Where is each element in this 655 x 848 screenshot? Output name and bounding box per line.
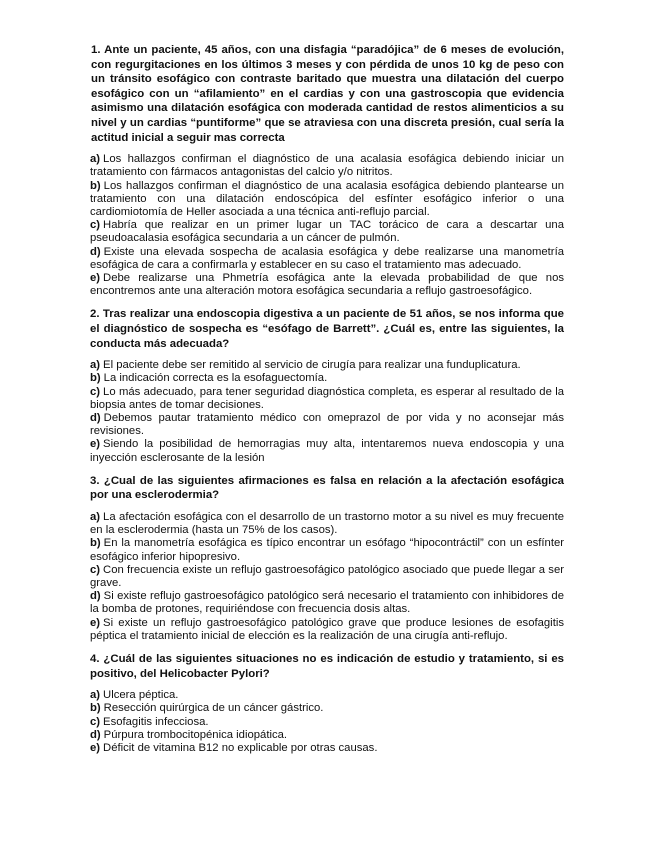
option-text: Si existe un reflujo gastroesofágico patológico grave que produce lesiones de esofagitis péptica el tratamiento inicial de elección es la realización de una cirugía anti-reflujo. [90,616,564,642]
option-letter: c) [90,385,101,398]
option-text: Esofagitis infecciosa. [103,715,209,728]
option-2c [90,386,564,412]
option-1b [90,180,564,220]
option-letter: e) [90,616,101,629]
option-letter: b) [90,372,101,385]
option-text: Los hallazgos confirman el diagnóstico de una acalasia esofágica debiendo iniciar un tratamiento con fármacos antagonistas del calcio y/o nitritos. [90,153,564,179]
question-2-text [90,307,564,351]
question-3-options [90,511,564,643]
option-letter: a) [90,689,101,702]
question-3-number: 3. [90,474,100,487]
option-text: Existe una elevada sospecha de acalasia esofágica y debe realizarse una manometría esofágica de cara a confirmarla y establecer en su caso el tratamiento mas adecuado. [90,245,564,271]
option-text: Resección quirúrgica de un cáncer gástrico. [103,702,324,715]
question-3 [90,474,564,643]
question-2 [90,307,564,464]
option-3e [90,617,564,643]
option-1a [90,153,564,179]
question-3-stem: ¿Cual de las siguientes afirmaciones es falsa en relación a la afectación esofágica por una esclerodermia? [90,474,564,502]
option-text: La indicación correcta es la esofaguectomía. [103,372,328,385]
option-4b [90,702,564,715]
option-letter: c) [90,219,101,232]
option-3d [90,590,564,616]
option-text: Debemos pautar tratamiento médico con omeprazol de por vida y no aconsejar más revisiones. [90,411,564,438]
question-2-number: 2. [90,308,100,321]
option-4a [90,689,564,702]
option-letter: d) [90,411,101,424]
option-text: Si existe reflujo gastroesofágico patológico será necesario el tratamiento con inhibidores de la bomba de protones, requiriéndose con frecuencia dosis altas. [90,590,564,616]
option-2b [90,372,564,385]
option-text: Déficit de vitamina B12 no explicable por otras causas. [103,742,378,755]
option-letter: c) [90,715,101,728]
question-3-text [90,474,564,503]
option-letter: d) [90,590,101,603]
question-2-stem: Tras realizar una endoscopia digestiva a un paciente de 51 años, se nos informa que el diagnóstico de sospecha es “esófago de Barrett”. ¿Cuál es, entre las siguientes, la conducta más adecuada? [90,308,565,350]
option-2d [90,412,564,438]
option-1e [90,272,564,298]
question-4-number: 4. [90,653,100,666]
question-2-options [90,359,564,465]
question-4 [90,652,564,755]
option-letter: e) [90,271,101,284]
option-letter: e) [90,438,101,451]
option-letter: a) [90,153,101,166]
option-3c [90,564,564,590]
option-3b [90,537,564,563]
question-1-options [90,153,564,298]
option-letter: a) [90,359,101,372]
question-4-text [90,652,564,681]
question-1-stem: Ante un paciente, 45 años, con una disfagia “paradójica” de 6 meses de evolución, con regurgitaciones en los últimos 3 meses y con pérdida de unos 10 kg de peso con un tránsito esofágico con contraste baritado que muestra una dilatación del cuerpo esofágico con un “afilamiento” en el cardias y con una gastroscopia que evidencia asimismo una dilatación esofágica con moderada cantidad de restos alimenticios a su nivel y un cardias “puntiforme” que se atraviesa con una discreta presión, cual sería la actitud inicial a seguir mas correcta [91,44,565,144]
option-1d [90,246,564,272]
option-letter: d) [90,728,101,741]
option-2a [90,359,564,372]
question-4-options [90,689,564,755]
option-text: La afectación esofágica con el desarrollo de un trastorno motor a su nivel es muy frecuente en la esclerodermia (hasta un 75% de los casos). [90,510,564,537]
option-letter: e) [90,742,101,755]
question-1 [90,43,564,298]
option-4e [90,742,564,755]
option-letter: a) [90,510,101,523]
question-1-number: 1. [91,44,101,56]
option-text: El paciente debe ser remitido al servicio de cirugía para realizar una funduplicatura. [103,359,521,372]
option-text: Los hallazgos confirman el diagnóstico de una acalasia esofágica debiendo plantearse un tratamiento con una dilatación endoscópica del esfínter esofágico inferior o una cardiomiotomía de Heller asociada a una técnica anti-reflujo parcial. [90,179,564,218]
option-text: Púrpura trombocitopénica idiopática. [103,728,288,741]
option-letter: b) [90,702,101,715]
option-letter: c) [90,563,101,576]
option-3a [90,511,564,537]
option-1c [90,219,564,245]
option-text: Con frecuencia existe un reflujo gastroesofágico patológico asociado que puede llegar a ser grave. [90,563,564,589]
option-letter: b) [90,179,101,192]
option-text: En la manometría esofágica es típico encontrar un esófago “hipocontráctil” con un esfínter esofágico inferior hipopresivo. [90,537,564,563]
option-text: Habría que realizar en un primer lugar un TAC torácico de cara a descartar una pseudoacalasia esofágica secundaria a un cáncer de pulmón. [90,219,564,245]
option-4c [90,716,564,729]
option-text: Ulcera péptica. [103,689,179,702]
option-text: Lo más adecuado, para tener seguridad diagnóstica completa, es esperar al resultado de la biopsia antes de tomar decisiones. [90,385,564,411]
option-text: Debe realizarse una Phmetría esofágica ante la elevada probabilidad de que nos encontremos ante una alteración motora esofágica secundaria a reflujo gastroesofágico. [90,271,564,298]
option-text: Siendo la posibilidad de hemorragias muy alta, intentaremos nueva endoscopia y una inyección esclerosante de la lesión [90,438,564,464]
document-page [90,43,564,755]
option-2e [90,438,564,464]
question-4-stem: ¿Cuál de las siguientes situaciones no es indicación de estudio y tratamiento, si es positivo, del Helicobacter Pylori? [90,653,564,680]
option-letter: d) [90,245,101,258]
question-1-text [90,43,564,145]
option-letter: b) [90,537,101,550]
option-4d [90,729,564,742]
